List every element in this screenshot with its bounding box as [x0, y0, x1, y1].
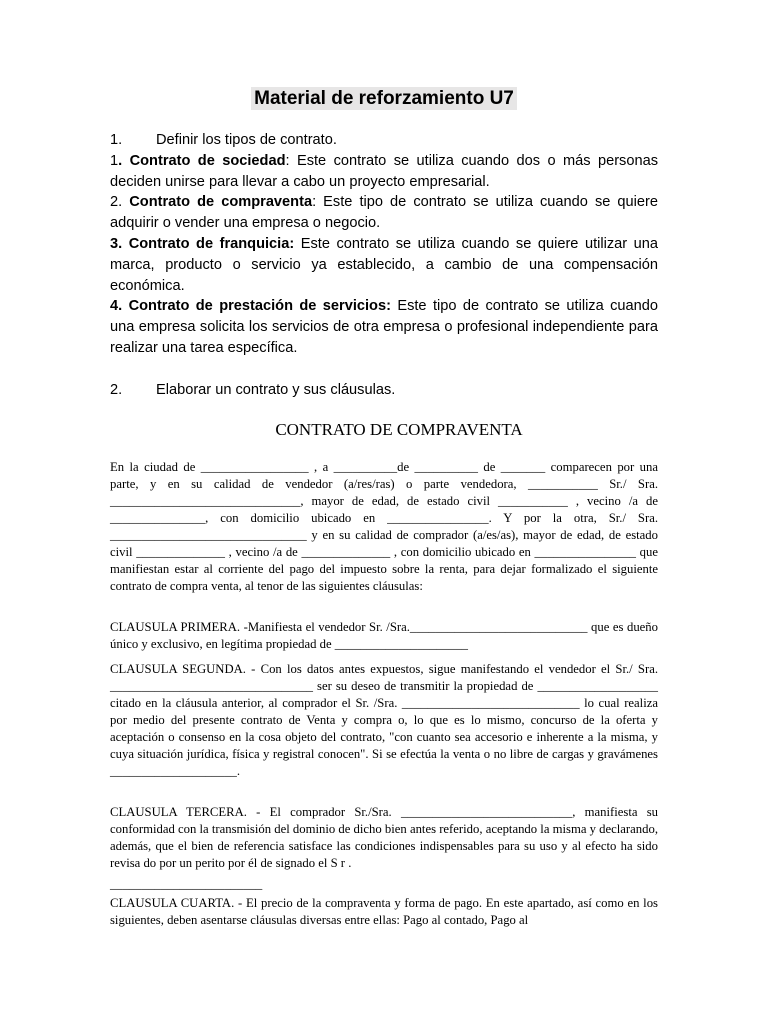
question-1 — [110, 130, 658, 151]
contract-type-4: 4. Contrato de prestación de servicios: Este tipo de contrato se utiliza cuando una empresa solicita los servicios de otra empresa o profesional independiente para realizar una tarea específica. — [110, 298, 658, 356]
question-2-number: 2. — [110, 381, 123, 398]
clause-primera — [110, 619, 658, 653]
clause-cuarta-text: CLAUSULA CUARTA. - El precio de la compraventa y forma de pago. En este apartado, así como en los siguientes, deben asentarse cláusulas diversas entre ellas: Pago al contado, Pago al — [110, 896, 658, 927]
document-title-wrap — [0, 88, 768, 110]
clause-primera-text: CLAUSULA PRIMERA. -Manifiesta el vendedor Sr. /Sra.____________________________ que es dueño único y exclusivo, en legítima propiedad de _____________________ — [110, 620, 658, 651]
contract-type-2: 2. Contrato de compraventa: Este tipo de contrato se utiliza cuando se quiere adquirir o vender una empresa o negocio. — [110, 194, 659, 232]
question-1-text: Definir los tipos de contrato. — [156, 132, 337, 148]
clause-tercera — [110, 804, 658, 893]
clause-tercera-text: CLAUSULA TERCERA. - El comprador Sr./Sra. ___________________________, manifiesta su conformidad con la transmisión del dominio de dicho bien antes referido, aceptando la misma y declarando, además, que el bien de referencia satisface las condiciones indispensables para su uso y al efecto ha sido revisa do por un perito por él de signado el S r . — [110, 805, 658, 870]
clause-tercera-line: ________________________ — [110, 877, 263, 891]
clause-cuarta — [110, 895, 658, 929]
contract-intro — [110, 459, 658, 595]
contract-title: CONTRATO DE COMPRAVENTA — [275, 420, 523, 439]
question-2 — [110, 380, 658, 401]
clause-segunda — [110, 661, 658, 780]
contract-type-1: 1. Contrato de sociedad: Este contrato se utiliza cuando dos o más personas deciden unirse para llevar a cabo un proyecto empresarial. — [110, 152, 658, 190]
document-title: Material de reforzamiento U7 — [251, 87, 517, 110]
exercise-section — [110, 130, 658, 400]
contract-type-3: 3. Contrato de franquicia: Este contrato se utiliza cuando se quiere utilizar una marca, producto o servicio ya establecido, a cambio de una compensación económica. — [110, 235, 658, 294]
question-2-text: Elaborar un contrato y sus cláusulas. — [156, 381, 396, 398]
question-1-number: 1. — [110, 132, 123, 148]
clause-segunda-text: CLAUSULA SEGUNDA. - Con los datos antes expuestos, sigue manifestando el vendedor el Sr./ Sra. ________________________________ ser su deseo de transmitir la propiedad de ___________________ citado en la cláusula anterior, al comprador el Sr. /Sra. ____________________________ lo cual realiza por medio del presente contrato de Venta y compra o, lo que es lo mismo, concurso de la oferta y aceptación o consenso en la cosa objeto del contrato, "con cuanto sea accesorio e inherente a la misma, y cuya situación jurídica, física y registral conocen". Si se efectúa la venta o no libre de cargas y gravámenes ____________________. — [110, 662, 658, 778]
contract-intro-text: En la ciudad de _________________ , a __________de __________ de _______ comparecen por una parte, y en su calidad de vendedor (a/res/ras) o parte vendedora, ___________ Sr./ Sra. ______________________________, mayor de edad, de estado civil ___________ , vecino /a de _______________, con domicilio ubicado en ________________. Y por la otra, Sr./ Sra. _______________________________ y en su calidad de comprador (a/es/as), mayor de edad, de estado civil ______________ , vecino /a de ______________ , con domicilio ubicado en ________________ que manifiestan estar al corriente del pago del impuesto sobre la renta, para dejar formalizado el siguiente contrato de compra venta, al tenor de las siguientes cláusulas: — [110, 460, 658, 593]
